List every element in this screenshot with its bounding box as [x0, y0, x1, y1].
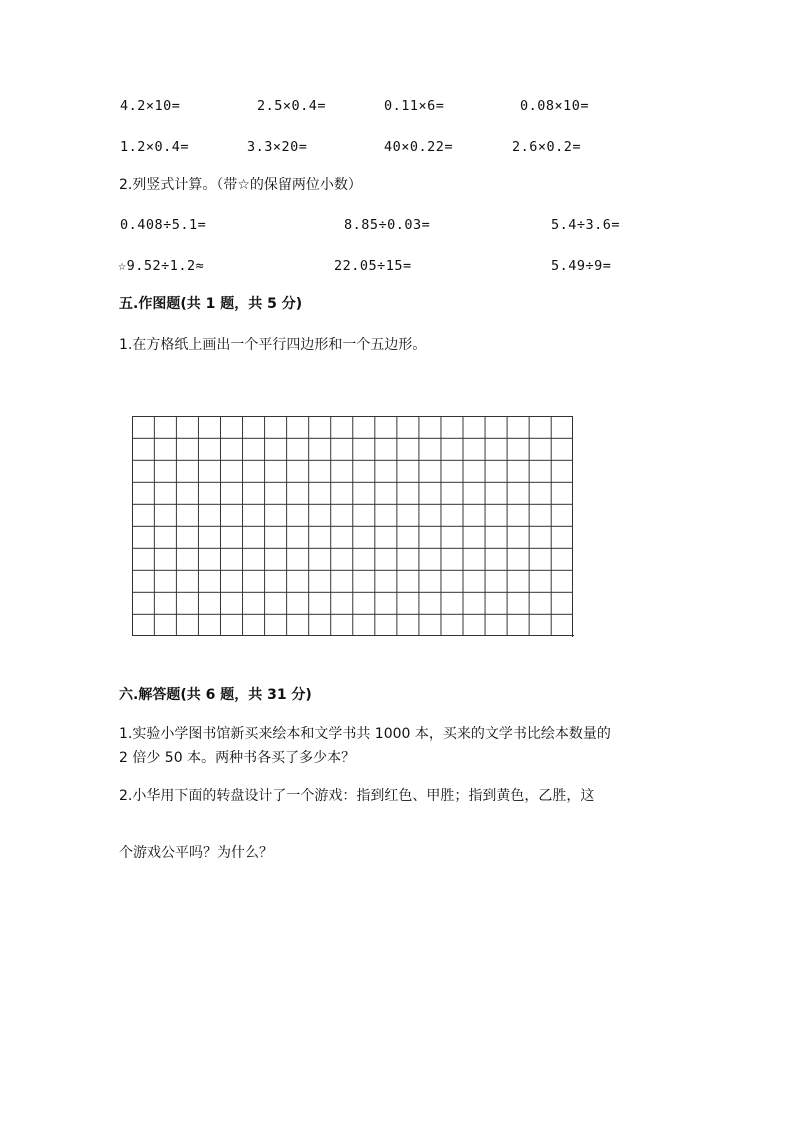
- question-2-title: [0, 175, 794, 199]
- section-title: 六.解答题(共 6 题，共 31 分): [119, 687, 312, 703]
- section-5-heading: [0, 294, 794, 318]
- mult-row-1: [0, 96, 794, 120]
- section-6-question-2-line-1: [0, 786, 794, 810]
- section-6-heading: [0, 685, 794, 709]
- grid-border-right: [572, 416, 573, 637]
- section-5-question-1: [0, 335, 794, 359]
- mult-item: 2.6×0.2=: [512, 139, 582, 155]
- div-item: 22.05÷15=: [334, 258, 412, 274]
- question-text: 1.实验小学图书馆新买来绘本和文学书共 1000 本，买来的文学书比绘本数量的: [119, 726, 611, 742]
- section-6-question-1-line-1: [0, 724, 794, 748]
- mult-item: 0.08×10=: [520, 98, 590, 114]
- div-item: 5.49÷9=: [551, 258, 612, 274]
- question-text: 2 倍少 50 本。两种书各买了多少本？: [119, 750, 356, 766]
- mult-item: 2.5×0.4=: [257, 98, 327, 114]
- section-title: 五.作图题(共 1 题，共 5 分): [119, 296, 303, 312]
- mult-item: 40×0.22=: [384, 139, 454, 155]
- mult-row-2: [0, 137, 794, 161]
- section-6-question-2-line-2: [0, 843, 794, 867]
- div-item: 5.4÷3.6=: [551, 217, 621, 233]
- mult-item: 0.11×6=: [384, 98, 445, 114]
- div-item: 8.85÷0.03=: [344, 217, 431, 233]
- mult-item: 4.2×10=: [120, 98, 181, 114]
- div-row-1: [0, 215, 794, 239]
- grid-paper: [132, 416, 573, 636]
- div-item: 0.408÷5.1=: [120, 217, 207, 233]
- grid-border-bottom: [132, 635, 574, 636]
- div-item: ☆9.52÷1.2≈: [118, 258, 205, 274]
- question-text: 2.列竖式计算。（带☆的保留两位小数）: [119, 177, 362, 193]
- question-text: 2.小华用下面的转盘设计了一个游戏：指到红色、甲胜；指到黄色，乙胜，这: [119, 788, 595, 804]
- section-6-question-1-line-2: [0, 748, 794, 772]
- div-row-2: [0, 256, 794, 280]
- mult-item: 3.3×20=: [247, 139, 308, 155]
- question-text: 个游戏公平吗？为什么？: [119, 845, 273, 861]
- question-text: 1.在方格纸上画出一个平行四边形和一个五边形。: [119, 337, 427, 353]
- mult-item: 1.2×0.4=: [120, 139, 190, 155]
